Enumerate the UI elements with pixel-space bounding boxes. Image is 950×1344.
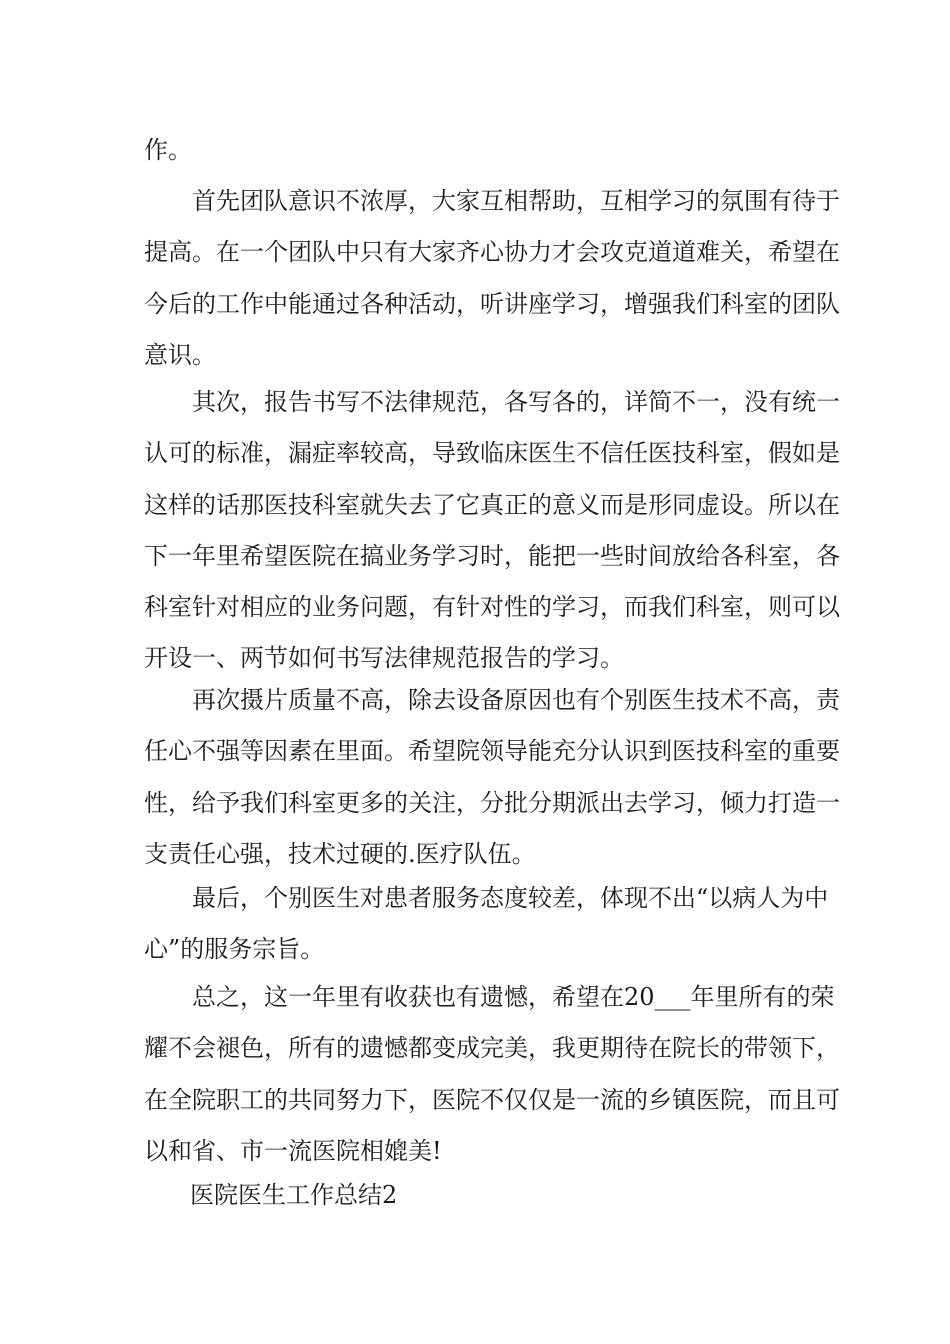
text-line: 其次，报告书写不法律规范，各写各的，详简不一，没有统一: [192, 388, 840, 416]
paragraph-report-writing: [144, 377, 840, 685]
text-line: 认可的标准，漏症率较高，导致临床医生不信任医技科室，假如是: [144, 439, 840, 468]
text-line: 性，给予我们科室更多的关注，分批分期派出去学习，倾力打造一: [144, 788, 840, 817]
text-line: 以和省、市一流医院相媲美!: [144, 1136, 442, 1165]
text-line: 耀不会褪色，所有的遗憾都变成完美，我更期待在院长的带领下，: [144, 1034, 840, 1063]
section-heading: 医院医生工作总结2: [190, 1181, 398, 1209]
text-line: 科室针对相应的业务问题，有针对性的学习，而我们科室，则可以: [144, 593, 840, 622]
text-line: 开设一、两节如何书写法律规范报告的学习。: [144, 644, 624, 673]
text-line: 支责任心强，技术过硬的.医疗队伍。: [144, 839, 536, 868]
text-line: 最后，个别医生对患者服务态度较差，体现不出“以病人为中: [192, 884, 829, 912]
text-line: 意识。: [144, 340, 216, 369]
paragraph-imaging-quality: [144, 675, 840, 880]
text-line: 在全院职工的共同努力下，医院不仅仅是一流的乡镇医院，而且可: [144, 1085, 840, 1114]
text-line: 首先团队意识不浓厚，大家互相帮助，互相学习的氛围有待于: [192, 187, 840, 215]
text-line: 提高。在一个团队中只有大家齐心协力才会攻克道道难关，希望在: [144, 238, 840, 267]
text-line: 任心不强等因素在里面。希望院领导能充分认识到医技科室的重要: [144, 737, 840, 766]
text-line: 下一年里希望医院在搞业务学习时，能把一些时间放给各科室，各: [144, 541, 840, 570]
text-line: 作。: [144, 136, 192, 164]
paragraph-conclusion: [144, 972, 840, 1177]
paragraph-continuation: [144, 125, 814, 176]
paragraph-service-attitude: [144, 873, 829, 976]
text-line: 再次摄片质量不高，除去设备原因也有个别医生技术不高，责: [192, 686, 840, 714]
text-line: 今后的工作中能通过各种活动，听讲座学习，增强我们科室的团队: [144, 289, 840, 318]
text-line: 心”的服务宗旨。: [144, 935, 325, 964]
text-line: 总之，这一年里有收获也有遗憾，希望在20___年里所有的荣: [192, 983, 835, 1011]
paragraph-team-awareness: [144, 176, 840, 381]
text-line: 这样的话那医技科室就失去了它真正的意义而是形同虚设。所以在: [144, 490, 840, 519]
